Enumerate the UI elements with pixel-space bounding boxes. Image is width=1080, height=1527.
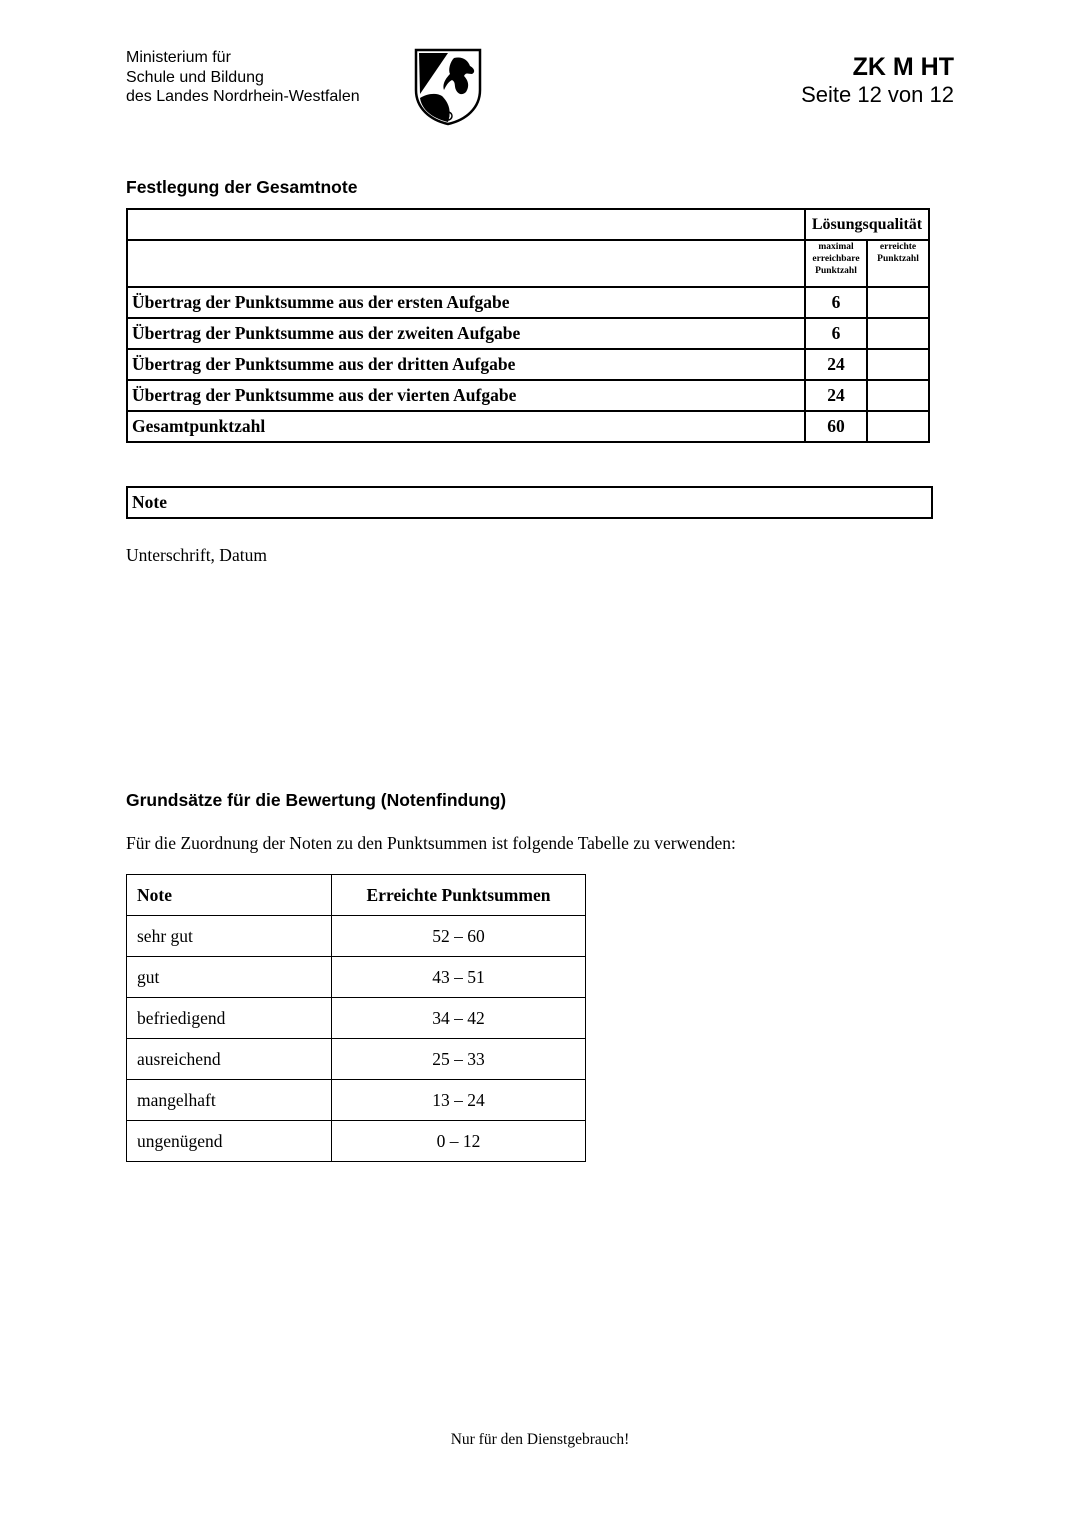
max-points-cell: 6: [805, 287, 867, 318]
column-header-note: Note: [127, 875, 332, 916]
header-blank-cell: [127, 209, 805, 240]
got-header-line: erreichte: [879, 242, 917, 252]
table-header-row: [127, 209, 929, 240]
table-row: [127, 1080, 586, 1121]
max-points-cell: 24: [805, 349, 867, 380]
ministry-line: des Landes Nordrhein-Westfalen: [126, 88, 360, 105]
row-label: Übertrag der Punktsumme aus der zweiten Aufgabe: [127, 318, 805, 349]
range-cell: 25 – 33: [332, 1039, 586, 1080]
row-label: Übertrag der Punktsumme aus der vierten Aufgabe: [127, 380, 805, 411]
table-row: [127, 1039, 586, 1080]
achieved-points-cell[interactable]: [867, 287, 929, 318]
column-header-points: Erreichte Punktsummen: [332, 875, 586, 916]
score-table: [126, 208, 930, 443]
grade-label: Note: [132, 492, 167, 512]
max-points-header: [805, 240, 867, 287]
max-points-cell: 6: [805, 318, 867, 349]
achieved-points-cell[interactable]: [867, 380, 929, 411]
document-code: ZK M HT: [852, 53, 954, 81]
grade-cell: ungenügend: [127, 1121, 332, 1162]
table-row: [127, 287, 929, 318]
ministry-line: Schule und Bildung: [126, 68, 264, 86]
table-row-total: [127, 411, 929, 442]
grading-table: [126, 874, 586, 1162]
range-cell: 0 – 12: [332, 1121, 586, 1162]
signature-date-label: Unterschrift, Datum: [126, 545, 267, 565]
row-label: Übertrag der Punktsumme aus der ersten Aufgabe: [127, 287, 805, 318]
intro-text: Für die Zuordnung der Noten zu den Punktsummen ist folgende Tabelle zu verwenden:: [126, 833, 736, 853]
range-cell: 13 – 24: [332, 1080, 586, 1121]
row-label: Übertrag der Punktsumme aus der dritten Aufgabe: [127, 349, 805, 380]
table-row: [127, 380, 929, 411]
section-title-bewertung: Grundsätze für die Bewertung (Notenfindung): [126, 790, 507, 810]
grade-cell: gut: [127, 957, 332, 998]
achieved-points-header: [867, 240, 929, 287]
row-label: Gesamtpunktzahl: [127, 411, 805, 442]
footer-classification: Nur für den Dienstgebrauch!: [450, 1431, 630, 1448]
table-subheader-row: [127, 240, 929, 287]
table-header-row: [127, 875, 586, 916]
achieved-points-cell[interactable]: [867, 318, 929, 349]
max-header-line: maximal: [818, 242, 854, 252]
max-header-line: Punktzahl: [815, 266, 857, 276]
max-points-cell: 24: [805, 380, 867, 411]
table-row: [127, 349, 929, 380]
subheader-blank-cell: [127, 240, 805, 287]
max-points-cell: 60: [805, 411, 867, 442]
page-number: Seite 12 von 12: [801, 82, 954, 107]
ministry-line: Ministerium für: [126, 49, 231, 66]
table-row: [127, 916, 586, 957]
grade-field[interactable]: [126, 486, 933, 519]
achieved-points-cell[interactable]: [867, 411, 929, 442]
range-cell: 34 – 42: [332, 998, 586, 1039]
grade-cell: befriedigend: [127, 998, 332, 1039]
grade-cell: mangelhaft: [127, 1080, 332, 1121]
grade-cell: ausreichend: [127, 1039, 332, 1080]
grade-cell: sehr gut: [127, 916, 332, 957]
table-row: [127, 957, 586, 998]
got-header-line: Punktzahl: [877, 254, 919, 264]
range-cell: 43 – 51: [332, 957, 586, 998]
quality-header: Lösungsqualität: [805, 209, 929, 240]
table-row: [127, 1121, 586, 1162]
achieved-points-cell[interactable]: [867, 349, 929, 380]
section-title-gesamtnote: Festlegung der Gesamtnote: [126, 177, 358, 197]
nrw-coat-of-arms-icon: [412, 46, 484, 126]
document-id: [801, 52, 954, 108]
max-header-line: erreichbare: [812, 254, 860, 264]
range-cell: 52 – 60: [332, 916, 586, 957]
table-row: [127, 318, 929, 349]
ministry-name: [126, 48, 360, 107]
table-row: [127, 998, 586, 1039]
